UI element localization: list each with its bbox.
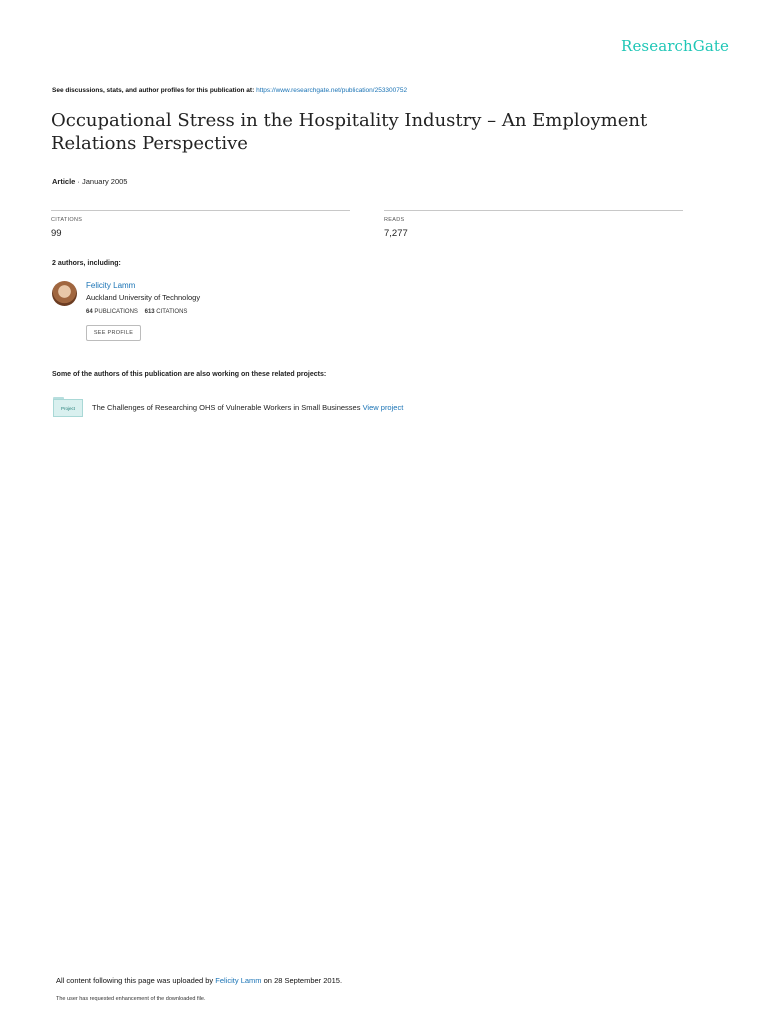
author-name-link[interactable]: Felicity Lamm [86,281,136,290]
discussion-prefix: See discussions, stats, and author profiles for this publication at: [52,87,255,94]
author-publications-count: 64 [86,309,93,315]
publication-date: January 2005 [82,177,128,186]
upload-prefix: All content following this page was uploaded by [56,976,214,985]
author-avatar[interactable] [52,281,77,306]
publication-type: Article [52,177,76,186]
reads-value: 7,277 [384,228,408,239]
enhancement-note: The user has requested enhancement of the downloaded file. [56,996,206,1002]
author-citations-label: CITATIONS [156,309,188,315]
researchgate-logo[interactable]: ResearchGate [621,37,729,55]
citations-label: CITATIONS [51,217,83,223]
related-projects-heading: Some of the authors of this publication are also working on these related projects: [52,371,327,378]
project-folder-icon [53,397,83,417]
publication-meta [52,177,127,186]
author-affiliation: Auckland University of Technology [86,293,201,302]
publication-url-link[interactable]: https://www.researchgate.net/publication/253300752 [256,87,408,94]
author-stats [86,309,187,315]
discussion-line [52,87,407,94]
view-project-link[interactable]: View project [362,403,404,412]
meta-separator: · [75,177,83,186]
project-title: The Challenges of Researching OHS of Vulnerable Workers in Small Businesses [92,403,361,412]
related-project-item [92,403,403,412]
publication-title: Occupational Stress in the Hospitality Industry – An Employment Relations Perspective [51,110,648,154]
reads-label: READS [384,217,405,223]
reads-divider [384,210,683,211]
citations-value: 99 [51,228,62,239]
author-citations-count: 613 [144,309,155,315]
citations-divider [51,210,350,211]
authors-heading: 2 authors, including: [52,260,121,267]
see-profile-button[interactable]: SEE PROFILE [86,325,141,341]
uploader-link[interactable]: Felicity Lamm [215,976,262,985]
author-publications-label: PUBLICATIONS [94,309,138,315]
upload-notice [56,976,342,985]
project-icon-label: Project [53,399,83,417]
upload-suffix: on 28 September 2015. [263,976,343,985]
